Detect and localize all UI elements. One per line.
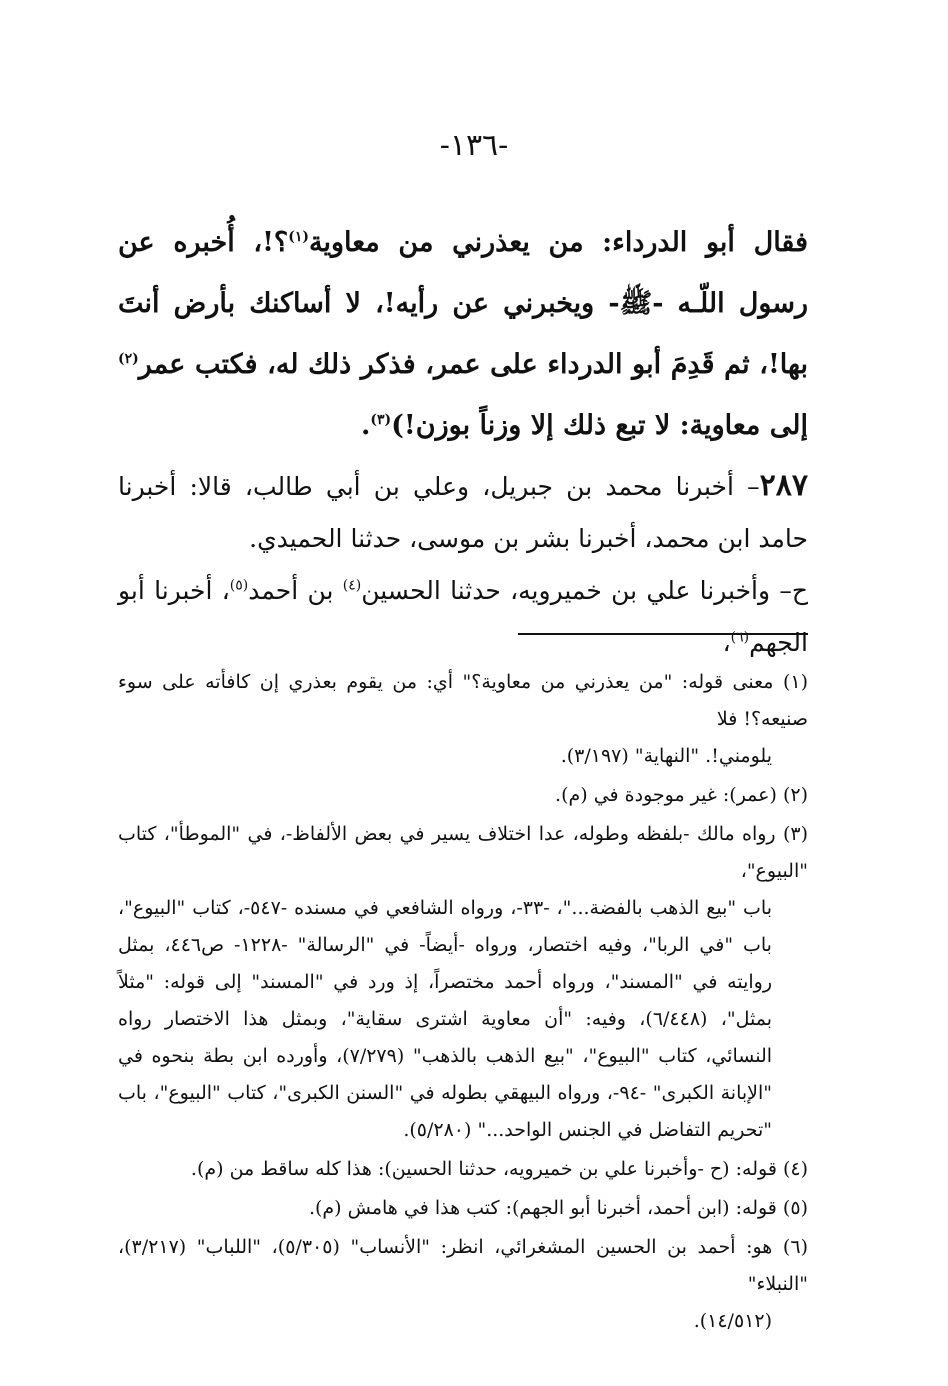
main-text bbox=[118, 212, 808, 669]
footnote-5 bbox=[118, 1190, 808, 1227]
footnote-6 bbox=[118, 1229, 808, 1340]
footnote-text: (١) معنى قوله: "من يعذرني من معاوية؟" أي: من يقوم بعذري إن كافأته على سوء صنيعه؟! فلا bbox=[118, 671, 808, 730]
footnote-continuation: (١٤/٥١٢). bbox=[693, 1310, 772, 1332]
footnote-marker: (٦) bbox=[730, 629, 750, 646]
footnote-text: (٥) قوله: (ابن أحمد، أخبرنا أبو الجهم): كتب هذا في هامش (م). bbox=[308, 1197, 808, 1219]
footnote-text: (٣) رواه مالك -بلفظه وطوله، عدا اختلاف يسير في بعض الألفاظ-، في "الموطأ"، كتاب "البيوع"، bbox=[118, 823, 808, 882]
isnad-text: ، bbox=[722, 628, 731, 657]
footnote-text: (٦) هو: أحمد بن الحسين المشغرائي، انظر: "الأنساب" (٥/٣٠٥)، "اللباب" (٣/٢١٧)، "النبلاء" bbox=[118, 1236, 808, 1295]
footnote-1 bbox=[118, 664, 808, 775]
isnad-text: بن أحمد bbox=[248, 576, 343, 605]
footnote-text: (٤) قوله: (ح -وأخبرنا علي بن خميرويه، حدثنا الحسين): هذا كله ساقط من (م). bbox=[190, 1158, 808, 1180]
narrative-paragraph bbox=[118, 212, 808, 456]
footnote-text: (٢) (عمر): غير موجودة في (م). bbox=[555, 784, 808, 806]
footnote-marker: (٤) bbox=[342, 577, 362, 594]
isnad-paragraph bbox=[118, 565, 808, 669]
footnote-marker: (٣) bbox=[370, 412, 392, 428]
footnote-continuation: باب "بيع الذهب بالفضة..."، -٣٣-، ورواه الشافعي في مسنده -٥٤٧-، كتاب "البيوع"، باب "في الربا"، وفيه اختصار، ورواه -أيضاً- في "الرسالة" -١٢٢٨- ص٤٤٦، بمثل روايته في "المسند"، ورواه أحمد مختصراً، إذ ورد في "المسند" إلى قوله: "مثلاً بمثل"، (٦/٤٤٨)، وفيه: "أن معاوية اشترى سقاية"، وبمثل هذا الاختصار رواه النسائي، كتاب "البيوع"، "بيع الذهب بالذهب" (٧/٢٧٩)، وأورده ابن بطة بنحوه في "الإبانة الكبرى" -٩٤-، ورواه البيهقي بطوله في "السنن الكبرى"، كتاب "البيوع"، باب "تحريم التفاضل في الجنس الواحد..." (٥/٢٨٠). bbox=[118, 897, 773, 1141]
isnad-text: – أخبرنا محمد بن جبريل، وعلي بن أبي طالب، قالا: أخبرنا حامد ابن محمد، أخبرنا بشر بن موسى، حدثنا الحميدي. bbox=[118, 472, 808, 553]
footnote-continuation: يلومني!. "النهاية" (٣/١٩٧). bbox=[560, 745, 772, 767]
footnote-marker: (٢) bbox=[118, 351, 139, 367]
narrative-text: إلى معاوية: لا تبع ذلك إلا وزناً بوزن!) bbox=[391, 410, 808, 441]
footnote-marker: (١) bbox=[288, 229, 310, 245]
hadith-paragraph bbox=[118, 460, 808, 565]
footnotes bbox=[118, 664, 808, 1342]
narrative-text: ؟!، أُخبره عن رسول اللّـه -ﷺ- ويخبرني عن رأيه!، لا أساكنك بأرض أنتَ بها!، ثم قَدِمَ أبو الدرداء على عمر، فذكر ذلك له، فكتب عمر bbox=[118, 227, 808, 380]
footnote-3 bbox=[118, 816, 808, 1149]
footnote-2 bbox=[118, 777, 808, 814]
narrative-text: فقال أبو الدرداء: من يعذرني من معاوية bbox=[309, 227, 808, 258]
footnote-4 bbox=[118, 1151, 808, 1188]
page-number: -١٣٦- bbox=[439, 128, 509, 163]
footnote-marker: (٥) bbox=[229, 577, 249, 594]
hadith-number: ٢٨٧ bbox=[759, 468, 808, 503]
footnote-separator bbox=[518, 633, 808, 635]
narrative-text: . bbox=[360, 410, 371, 441]
isnad-text: ح– وأخبرنا علي بن خميرويه، حدثنا الحسين bbox=[361, 576, 808, 605]
isnad-text: ، أخبرنا أبو الجهم bbox=[118, 576, 808, 657]
